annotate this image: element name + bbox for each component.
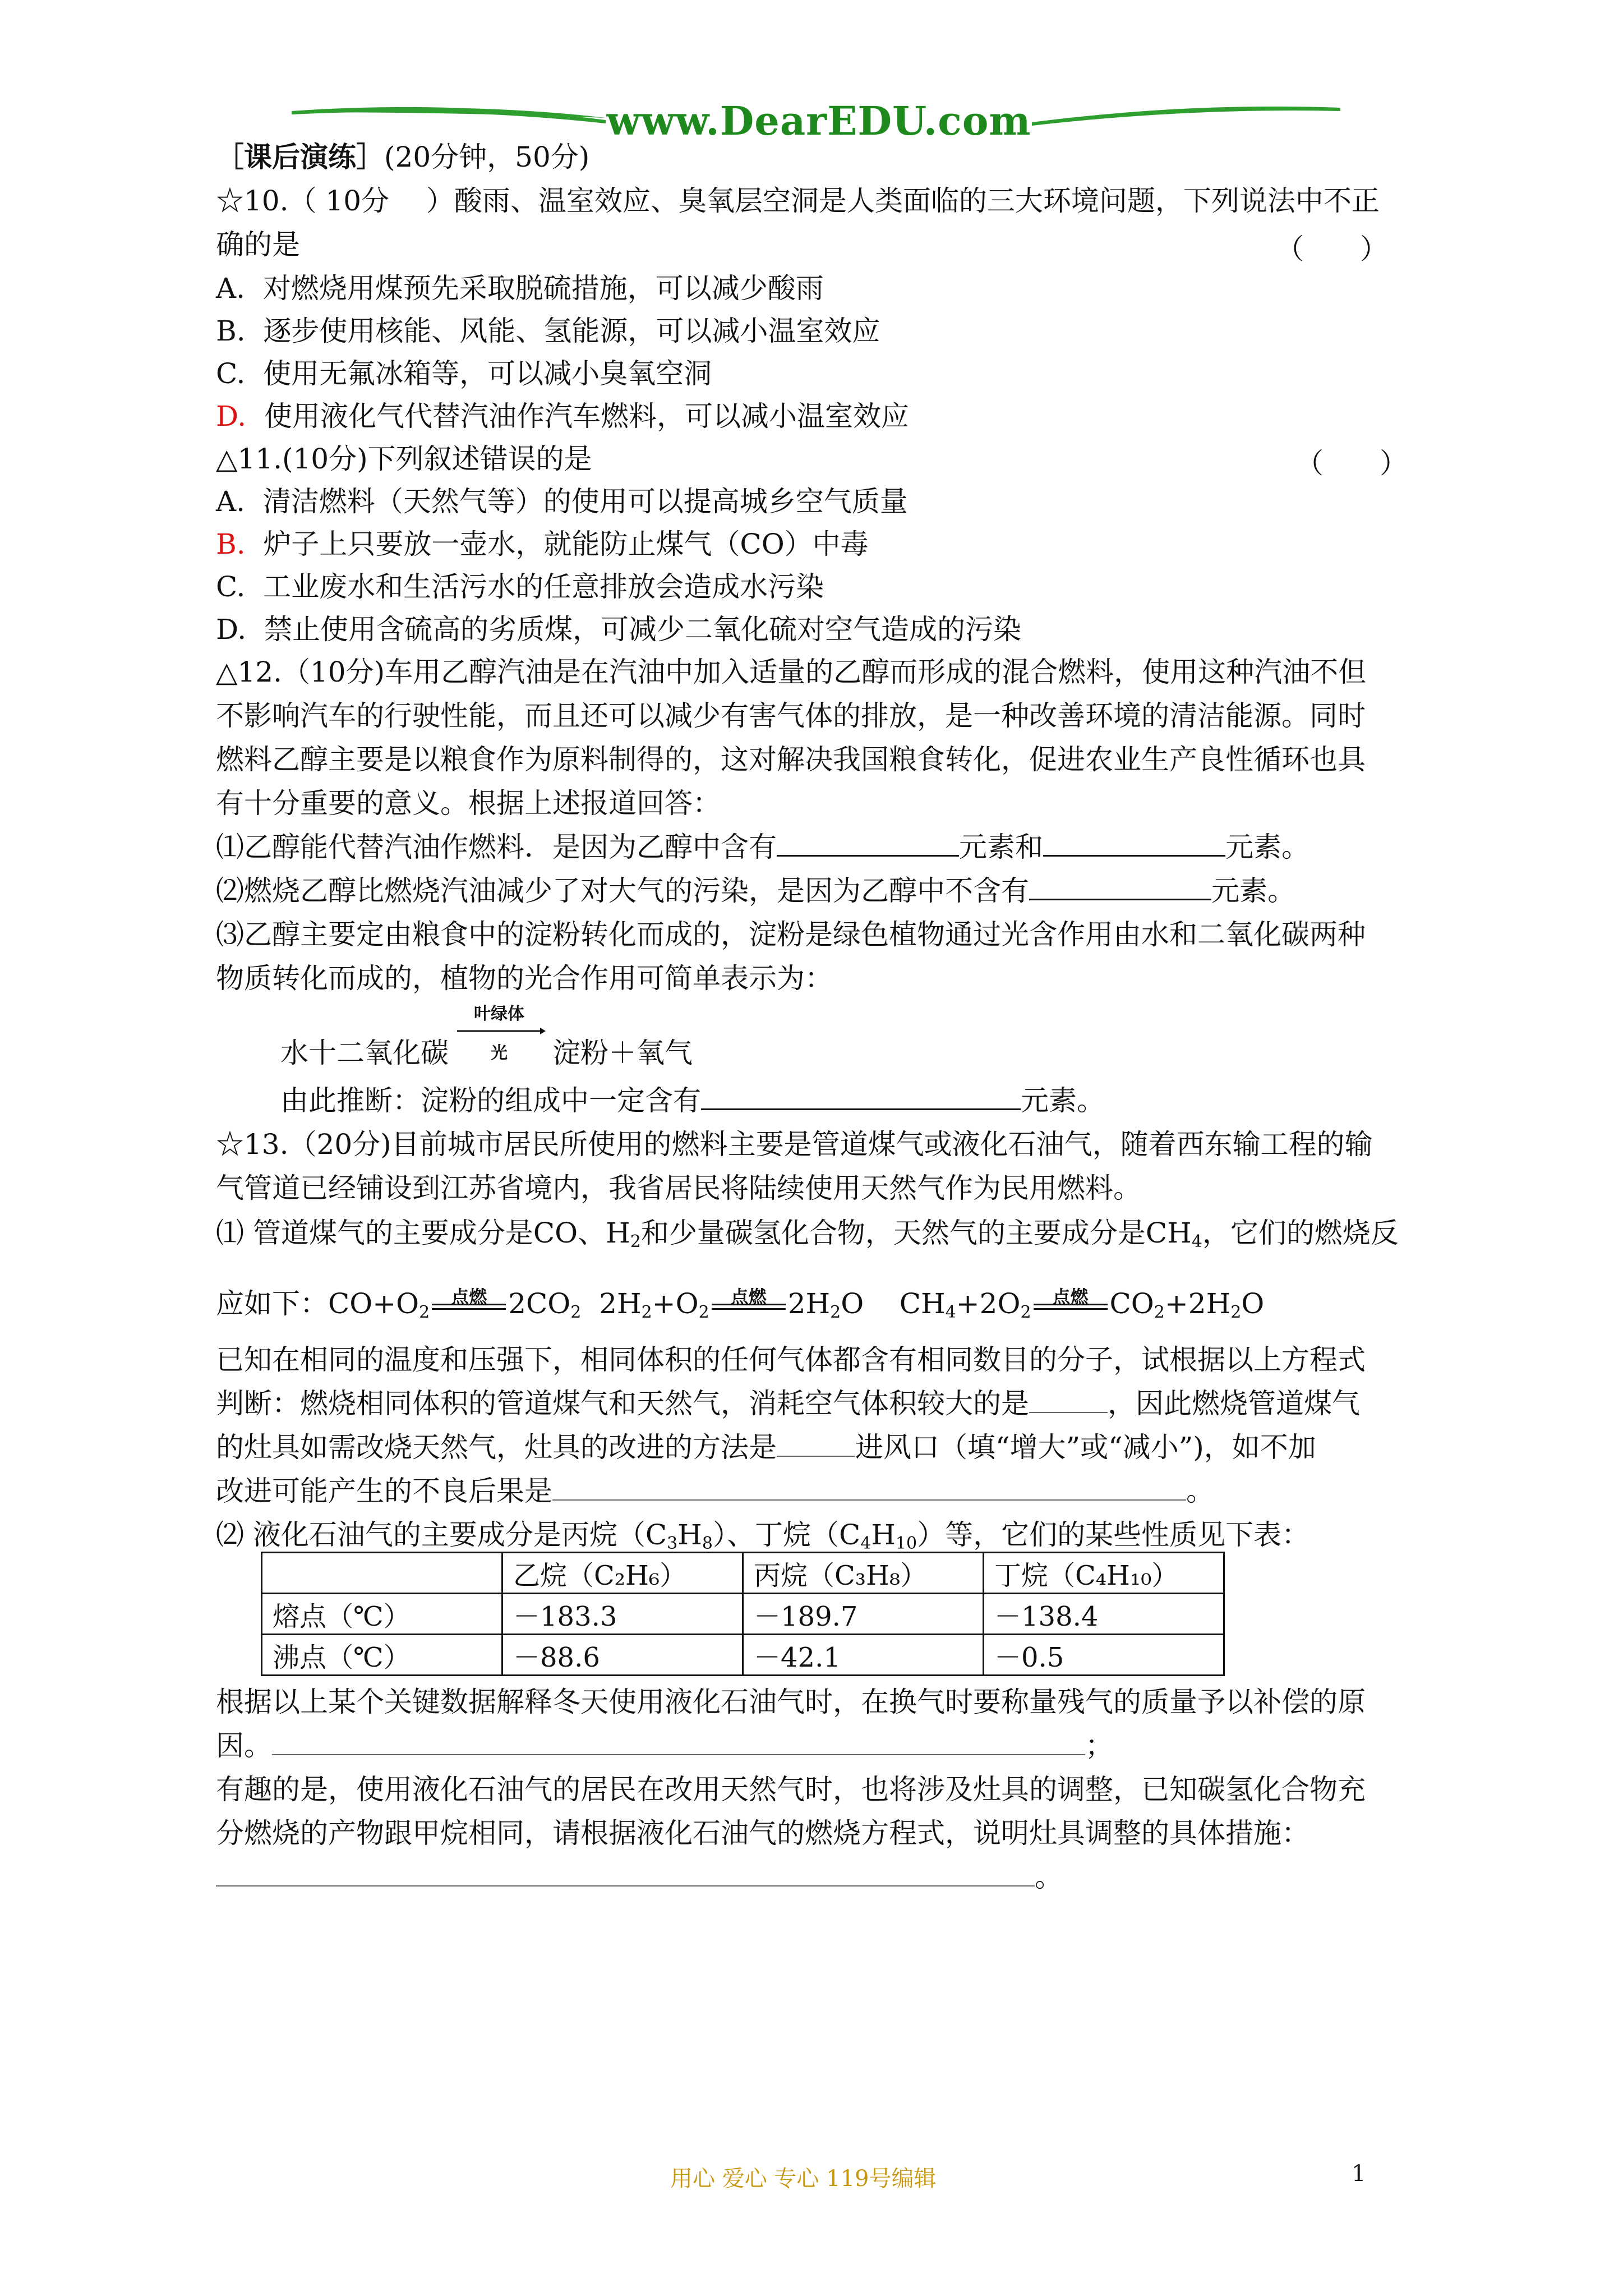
q12-para-3: 燃料乙醇主要是以粮食作为原料制得的，这对解决我国粮食转化，促进农业生产良性循环也具 (216, 743, 1366, 776)
q13-known-3 (216, 1429, 1316, 1465)
text: 。 (1035, 1861, 1063, 1893)
q13-known-4 (216, 1473, 1214, 1509)
text: ，它们的燃烧反 (1202, 1217, 1399, 1249)
table-cell: 熔点（℃） (262, 1594, 502, 1635)
subscript: 4 (860, 1534, 872, 1553)
text: 。 (1186, 1475, 1214, 1507)
q12-inference (280, 1083, 1105, 1119)
subscript: 2 (698, 1303, 709, 1322)
formula: +2O (956, 1287, 1021, 1320)
arrow-icon (451, 1027, 547, 1038)
option-label-answer: B. (216, 528, 246, 560)
q13-sub-2 (216, 1517, 1310, 1553)
formula: +2H (1164, 1287, 1231, 1320)
photosynthesis-arrow (451, 1000, 547, 1061)
subscript: 4 (945, 1303, 956, 1322)
q12-sub-3a: ⑶乙醇主要定由粮食中的淀粉转化而成的，淀粉是绿色植物通过光含作用由水和二氧化碳两种 (216, 918, 1366, 951)
formula: CO+O (328, 1287, 419, 1320)
subscript: 8 (702, 1534, 713, 1553)
answer-blank[interactable] (272, 1729, 1085, 1755)
answer-blank[interactable] (1029, 874, 1211, 900)
condition-label: 点燃 (451, 1286, 487, 1308)
table-cell: －0.5 (984, 1635, 1224, 1676)
text: ； (1085, 1729, 1113, 1762)
table-header-cell: 乙烷（C₂H₆） (502, 1553, 743, 1594)
table-row (262, 1594, 1224, 1635)
subscript: 2 (570, 1303, 582, 1322)
table-cell: －189.7 (743, 1594, 984, 1635)
answer-blank[interactable] (216, 1861, 1035, 1887)
q13-para-2: 气管道已经铺设到江苏省境内，我省居民将陆续使用天然气作为民用燃料。 (216, 1172, 1141, 1204)
photosynthesis-left: 水十二氧化碳 (280, 1037, 449, 1069)
q12-sub1-text: 元素和 (959, 831, 1043, 863)
reaction-condition (709, 1286, 788, 1323)
subscript: 2 (641, 1303, 652, 1322)
photosynthesis-right: 淀粉＋氧气 (552, 1037, 693, 1069)
text: ）等，它们的某些性质见下表： (917, 1519, 1310, 1551)
subscript: 4 (1191, 1232, 1202, 1251)
subscript: 2 (1020, 1303, 1031, 1322)
q10-option-a (216, 270, 824, 306)
q11-stem: △11.(10分)下列叙述错误的是 (216, 443, 592, 475)
properties-table (261, 1552, 1225, 1676)
formula: 2CO (508, 1287, 571, 1320)
text: ，因此燃烧管道煤气 (1108, 1387, 1360, 1420)
answer-blank[interactable] (701, 1084, 1021, 1110)
formula: CO (1109, 1287, 1154, 1320)
answer-blank[interactable] (552, 1475, 1186, 1501)
option-text: 逐步使用核能、风能、氢能源，可以减小温室效应 (263, 315, 880, 347)
q12-sub-2 (216, 873, 1295, 909)
option-label: C. (216, 570, 246, 603)
subscript: 2 (1154, 1303, 1165, 1322)
q11-option-a (216, 484, 908, 519)
table-cell: 沸点（℃） (262, 1635, 502, 1676)
option-label-answer: D. (216, 400, 247, 432)
text: ⑵ 液化石油气的主要成分是丙烷（C (216, 1519, 667, 1551)
q13-explain-3: 有趣的是，使用液化石油气的居民在改用天然气时，也将涉及灶具的调整，已知碳氢化合物充 (216, 1773, 1366, 1806)
q11-answer-paren: （ ） (1295, 447, 1408, 480)
q11-option-d (216, 611, 1021, 647)
page-footer: 用心 爱心 专心 119号编辑 (670, 2166, 937, 2192)
table-row (262, 1635, 1224, 1676)
option-text: 炉子上只要放一壶水，就能防止煤气（CO）中毒 (263, 528, 869, 560)
q11-option-b (216, 526, 869, 562)
q10-option-d (216, 398, 909, 434)
formula: 2H (599, 1287, 642, 1320)
q12-sub1-text: 元素。 (1225, 831, 1310, 863)
formula: O (841, 1287, 864, 1320)
text: H (871, 1519, 896, 1551)
formula: +O (652, 1287, 699, 1320)
subscript: 10 (895, 1534, 917, 1553)
section-meta: (20分钟，50分) (384, 141, 590, 173)
reaction-condition (430, 1286, 508, 1323)
table-header-row (262, 1553, 1224, 1594)
subscript: 2 (630, 1232, 641, 1251)
text: 进风口（填“增大”或“减小”)，如不加 (855, 1431, 1316, 1464)
q13-explain-1: 根据以上某个关键数据解释冬天使用液化石油气时，在换气时要称量残气的质量予以补偿的原 (216, 1686, 1366, 1718)
text: 的灶具如需改烧天然气，灶具的改进的方法是 (216, 1431, 777, 1464)
text: 应如下： (216, 1287, 328, 1320)
option-label: D. (216, 613, 247, 646)
q12-sub1-text: ⑴乙醇能代替汽油作燃料．是因为乙醇中含有 (216, 831, 777, 863)
q13-explain-2 (216, 1728, 1113, 1764)
q10-option-c (216, 356, 712, 392)
answer-blank[interactable] (777, 1431, 855, 1457)
q10-stem-2: 确的是 (216, 228, 300, 261)
option-text: 清洁燃料（天然气等）的使用可以提高城乡空气质量 (262, 485, 908, 518)
table-header-cell: 丙烷（C₃H₈） (743, 1553, 984, 1594)
subscript: 2 (830, 1303, 841, 1322)
formula: CH (899, 1287, 946, 1320)
q12-sub2-text: ⑵燃烧乙醇比燃烧汽油减少了对大气的污染，是因为乙醇中不含有 (216, 875, 1029, 907)
answer-blank[interactable] (777, 830, 959, 857)
subscript: 2 (1230, 1303, 1242, 1322)
formula: 2H (787, 1287, 831, 1320)
table-header-cell: 丁烷（C₄H₁₀） (984, 1553, 1224, 1594)
option-label: A. (216, 272, 246, 305)
table-header-cell (262, 1553, 502, 1594)
option-label: C. (216, 357, 246, 390)
text: 判断：燃烧相同体积的管道煤气和天然气，消耗空气体积较大的是 (216, 1387, 1029, 1420)
q12-para-4: 有十分重要的意义。根据上述报道回答： (216, 787, 721, 820)
q13-sub-1 (216, 1215, 1399, 1251)
text: 因。 (216, 1729, 272, 1762)
q13-known-2 (216, 1386, 1360, 1421)
q12-infer-text: 元素。 (1021, 1084, 1105, 1117)
subscript: 2 (419, 1303, 430, 1322)
q13-explain-5 (216, 1859, 1063, 1895)
q11-option-c (216, 569, 824, 605)
combustion-reactions (216, 1281, 1264, 1326)
reaction-condition (1031, 1286, 1110, 1323)
answer-blank[interactable] (1043, 830, 1225, 857)
table-cell: －183.3 (502, 1594, 743, 1635)
arrow-condition-bottom: 光 (491, 1043, 508, 1063)
table-cell: －88.6 (502, 1635, 743, 1676)
text: ⑴ 管道煤气的主要成分是CO、H (216, 1217, 630, 1249)
text: H (677, 1519, 702, 1551)
answer-blank[interactable] (1029, 1387, 1108, 1413)
q10-option-b (216, 313, 880, 349)
page-number: 1 (1352, 2161, 1366, 2187)
q12-sub2-text: 元素。 (1211, 875, 1295, 907)
option-text: 使用无氟冰箱等，可以减小臭氧空洞 (263, 357, 712, 390)
site-logo[interactable]: www.DearEDU.com (606, 98, 1031, 144)
table-cell: －138.4 (984, 1594, 1224, 1635)
q13-explain-4: 分燃烧的产物跟甲烷相同，请根据液化石油气的燃烧方程式，说明灶具调整的具体措施： (216, 1817, 1310, 1849)
section-title: ［课后演练］ (216, 140, 384, 173)
condition-label: 点燃 (1052, 1286, 1089, 1308)
q12-infer-text: 由此推断：淀粉的组成中一定含有 (280, 1084, 701, 1117)
q12-sub-1 (216, 829, 1310, 865)
option-label: A. (216, 485, 246, 518)
arrow-condition-top: 叶绿体 (474, 1004, 524, 1024)
option-text: 使用液化气代替汽油作汽车燃料，可以减小温室效应 (264, 400, 909, 432)
q12-para-2: 不影响汽车的行驶性能，而且还可以减少有害气体的排放，是一种改善环境的清洁能源。同时 (216, 700, 1366, 732)
text: 改进可能产生的不良后果是 (216, 1475, 552, 1507)
q10-answer-paren: （ ） (1276, 233, 1388, 265)
q10-stem-1: ☆10.（ 10分 ）酸雨、温室效应、臭氧层空洞是人类面临的三大环境问题，下列说法中不正 (216, 185, 1380, 217)
q12-para-1: △12.（10分)车用乙醇汽油是在汽油中加入适量的乙醇而形成的混合燃料，使用这种汽油不但 (216, 656, 1367, 688)
subscript: 3 (667, 1534, 678, 1553)
section-title-line (216, 139, 589, 175)
q13-known-1: 已知在相同的温度和压强下，相同体积的任何气体都含有相同数目的分子，试根据以上方程式 (216, 1343, 1366, 1376)
header-banner (292, 95, 1340, 146)
q12-sub-3b: 物质转化而成的，植物的光合作用可简单表示为： (216, 962, 833, 995)
option-text: 对燃烧用煤预先采取脱硫措施，可以减少酸雨 (262, 272, 824, 305)
q13-para-1: ☆13.（20分)目前城市居民所使用的燃料主要是管道煤气或液化石油气，随着西东输工程的输 (216, 1128, 1373, 1161)
text: ）、丁烷（C (712, 1519, 861, 1551)
text: 和少量碳氢化合物，天然气的主要成分是CH (640, 1217, 1192, 1249)
option-text: 工业废水和生活污水的任意排放会造成水污染 (263, 570, 824, 603)
option-text: 禁止使用含硫高的劣质煤，可减少二氧化硫对空气造成的污染 (264, 613, 1021, 646)
option-label: B. (216, 315, 246, 347)
table-cell: －42.1 (743, 1635, 984, 1676)
formula: O (1241, 1287, 1265, 1320)
condition-label: 点燃 (730, 1286, 767, 1308)
